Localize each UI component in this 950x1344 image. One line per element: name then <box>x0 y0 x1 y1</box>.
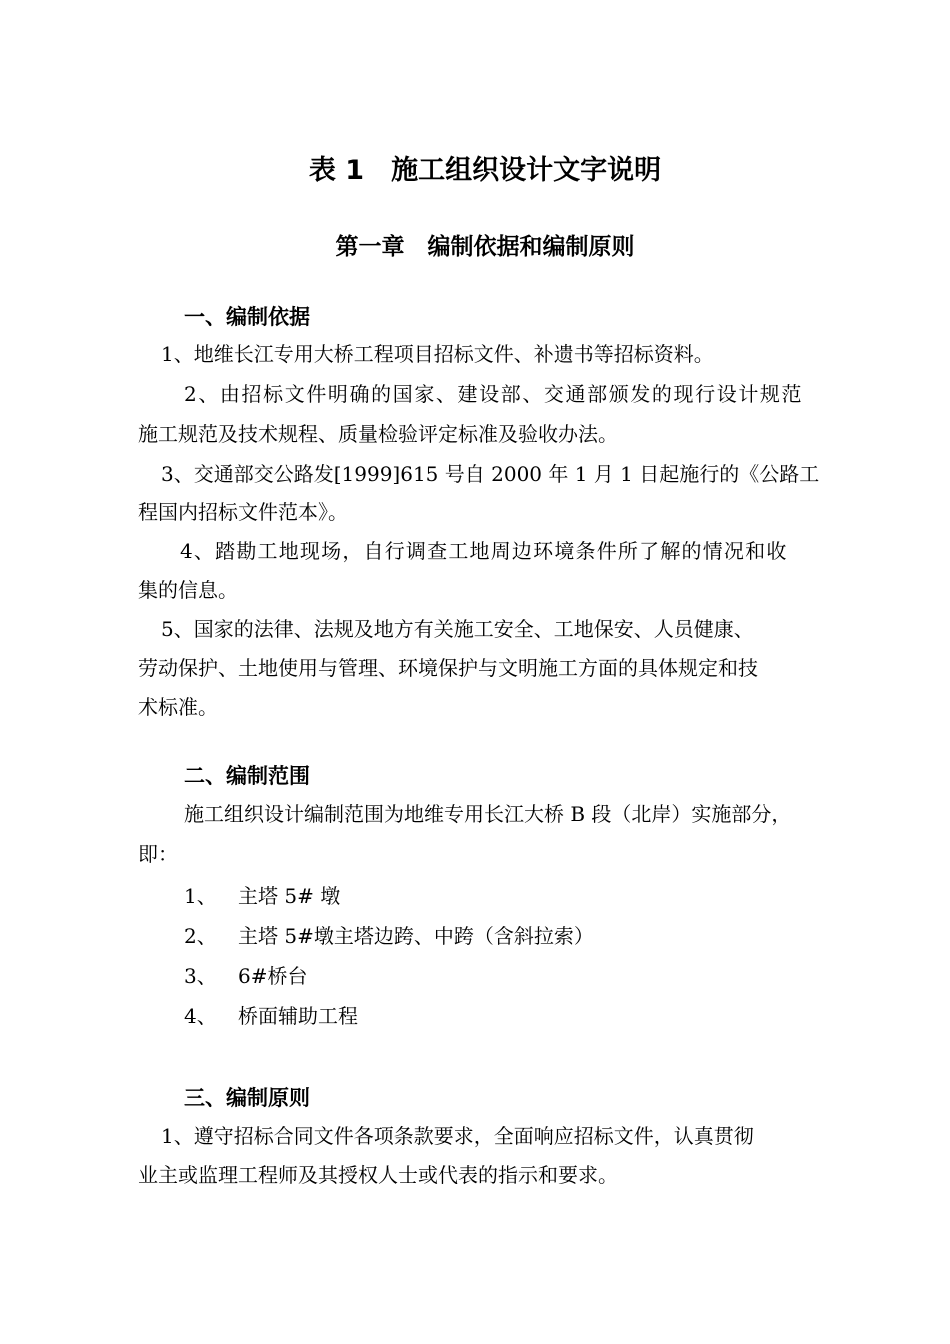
scope-line-2: 即： <box>138 842 178 866</box>
document-title: 表 1 施工组织设计文字说明 <box>308 155 662 186</box>
basis-line-9: 劳动保护、土地使用与管理、环境保护与文明施工方面的具体规定和技 <box>138 656 758 680</box>
principles-line-2: 业主或监理工程师及其授权人士或代表的指示和要求。 <box>138 1163 618 1187</box>
scope-item-text: 主塔 5# 墩 <box>238 884 341 908</box>
basis-line-4: 3、交通部交公路发[1999]615 号自 2000 年 1 月 1 日起施行的《公路工 <box>161 462 820 486</box>
chapter-heading: 第一章 编制依据和编制原则 <box>335 234 635 260</box>
section-heading-principles: 三、编制原则 <box>184 1086 310 1110</box>
section-heading-scope: 二、编制范围 <box>184 764 310 788</box>
section-heading-basis: 一、编制依据 <box>184 305 310 329</box>
scope-line-1: 施工组织设计编制范围为地维专用长江大桥 B 段（北岸）实施部分， <box>184 802 792 826</box>
scope-item-number: 2、 <box>184 924 217 948</box>
scope-item-number: 1、 <box>184 884 217 908</box>
basis-line-2: 2、由招标文件明确的国家、建设部、交通部颁发的现行设计规范 <box>184 382 804 406</box>
scope-item-text: 6#桥台 <box>238 964 308 988</box>
principles-line-1: 1、遵守招标合同文件各项条款要求，全面响应招标文件，认真贯彻 <box>161 1124 754 1148</box>
basis-line-1: 1、地维长江专用大桥工程项目招标文件、补遗书等招标资料。 <box>161 342 714 366</box>
scope-item-text: 主塔 5#墩主塔边跨、中跨（含斜拉索） <box>238 924 594 948</box>
basis-line-7: 集的信息。 <box>138 578 238 602</box>
basis-line-5: 程国内招标文件范本》。 <box>138 500 348 524</box>
scope-item-number: 4、 <box>184 1004 217 1028</box>
basis-line-8: 5、国家的法律、法规及地方有关施工安全、工地保安、人员健康、 <box>161 617 754 641</box>
basis-line-10: 术标准。 <box>138 695 218 719</box>
scope-item-number: 3、 <box>184 964 217 988</box>
basis-line-3: 施工规范及技术规程、质量检验评定标准及验收办法。 <box>138 422 618 446</box>
basis-line-6: 4、踏勘工地现场，自行调查工地周边环境条件所了解的情况和收 <box>180 539 788 563</box>
scope-item-text: 桥面辅助工程 <box>238 1004 358 1028</box>
